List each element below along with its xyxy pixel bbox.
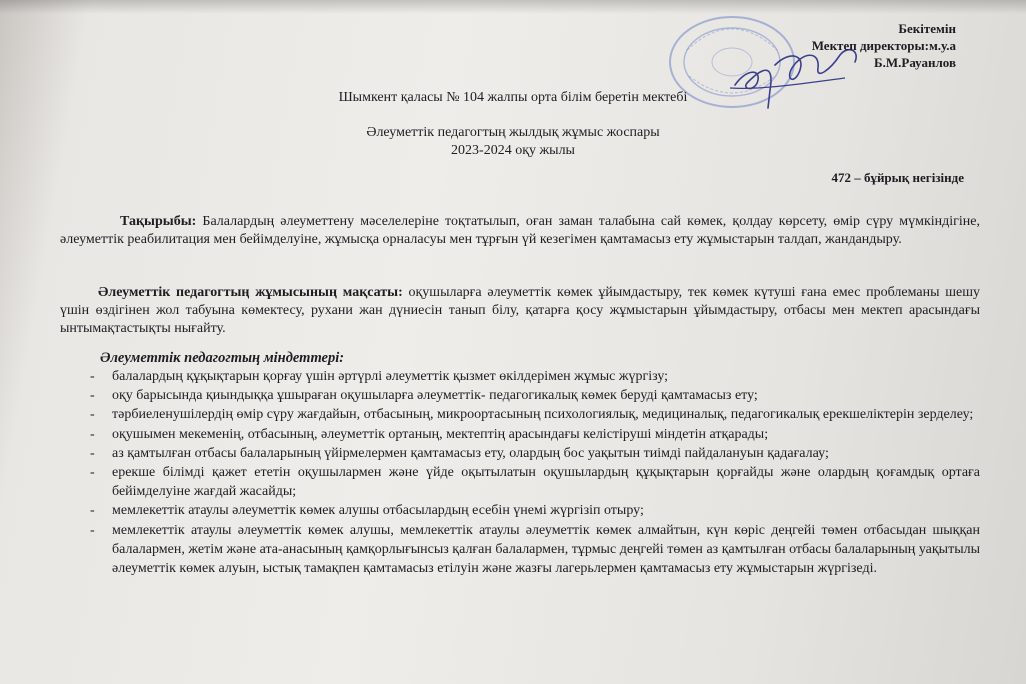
goal-text: оқушыларға әлеуметтік көмек ұйымдастыру, тек көмек күтуші ғана емес проблеманы шешу үшін өздігінен жол табуына көмектесу, рухани жан дүниесін танып білу, қатарға қосу жұмыстарын ұйымдастыру, отбасы мен мектеп арасындағы ынтымақтастықты нығайту. xyxy=(60,285,981,336)
tasks-list xyxy=(90,367,980,578)
plan-title: Әлеуметтік педагогтың жылдық жұмыс жоспары xyxy=(366,125,660,140)
page-shadow xyxy=(0,0,1026,14)
goal-paragraph xyxy=(60,284,980,338)
school-name: Шымкент қаласы № 104 жалпы орта білім беретін мектебі xyxy=(338,90,688,105)
task-item: - аз қамтылған отбасы балаларының үйірмелермен қамтамасыз ету, олардың бос уақытын тиімді пайдалануын қадағалау; xyxy=(90,444,980,463)
task-item: - ерекше білімді қажет ететін оқушылармен және үйде оқытылатын оқушылардың құқықтарын қорғайды және олардың қоғамдық ортаға бейімделуіне жағдай жасайды; xyxy=(90,463,980,501)
task-item: - балалардың құқықтарын қорғау үшін әртүрлі әлеуметтік қызмет өкілдерімен жұмыс жүргізу; xyxy=(90,367,980,386)
topic-label: Тақырыбы: xyxy=(120,214,197,229)
approval-name: Б.М.Рауанлов xyxy=(874,55,956,70)
task-item: - тәрбиеленушілердің өмір сүру жағдайын, отбасының, микроортасының психологиялық, медициналық, педагогикалық ерекшеліктерін зерделеу; xyxy=(90,405,980,424)
approval-block xyxy=(812,20,956,71)
task-item: - мемлекеттік атаулы әлеуметтік көмек алушы отбасылардың есебін үнемі жүргізіп отыру; xyxy=(90,501,980,520)
task-item: - оқу барысында қиындыққа ұшыраған оқушыларға әлеуметтік- педагогикалық көмек беруді қамтамасыз ету; xyxy=(90,386,980,405)
order-reference: 472 – бұйрық негізінде xyxy=(831,170,964,185)
topic-text: Балалардың әлеуметтену мәселелеріне тоқтатылып, оған заман талабына сай көмек, қолдау көрсету, өмір сүру мүмкіндігіне, әлеуметтік реабилитация мен бейімделуіне, жұмысқа орналасуы мен тұрғын үй кезегімен қамтамасыз ету жұмыстарын талдап, жандандыру. xyxy=(60,214,980,247)
task-item: - мемлекеттік атаулы әлеуметтік көмек алушы, мемлекеттік атаулы әлеуметтік көмек алмайтын, күн көріс деңгейі төмен отбасыдан шыққан балалармен, жетім және ата-анасының қамқорлығынсыз қалған балалармен, тұрмыс деңгейі төмен аз қамтылған отбасы балаларының уақытылы әлеуметтік көмек алуын, ыстық тамақпен қамтамасыз етілуін және жазғы лагерьлермен қамтамасыз ету жұмыстарын жүргізеді. xyxy=(90,521,980,579)
goal-label: Әлеуметтік педагогтың жұмысының мақсаты: xyxy=(98,285,403,300)
approval-position: Мектеп директоры:м.у.а xyxy=(811,38,956,53)
task-item: - оқушымен мекеменің, отбасының, әлеуметтік ортаның, мектептің арасындағы келістіруші міндетін атқарады; xyxy=(90,425,980,444)
approval-title: Бекітемін xyxy=(898,21,956,36)
topic-paragraph xyxy=(60,213,980,249)
academic-year: 2023-2024 оқу жылы xyxy=(451,143,575,158)
tasks-heading: Әлеуметтік педагогтың міндеттері: xyxy=(100,350,345,366)
